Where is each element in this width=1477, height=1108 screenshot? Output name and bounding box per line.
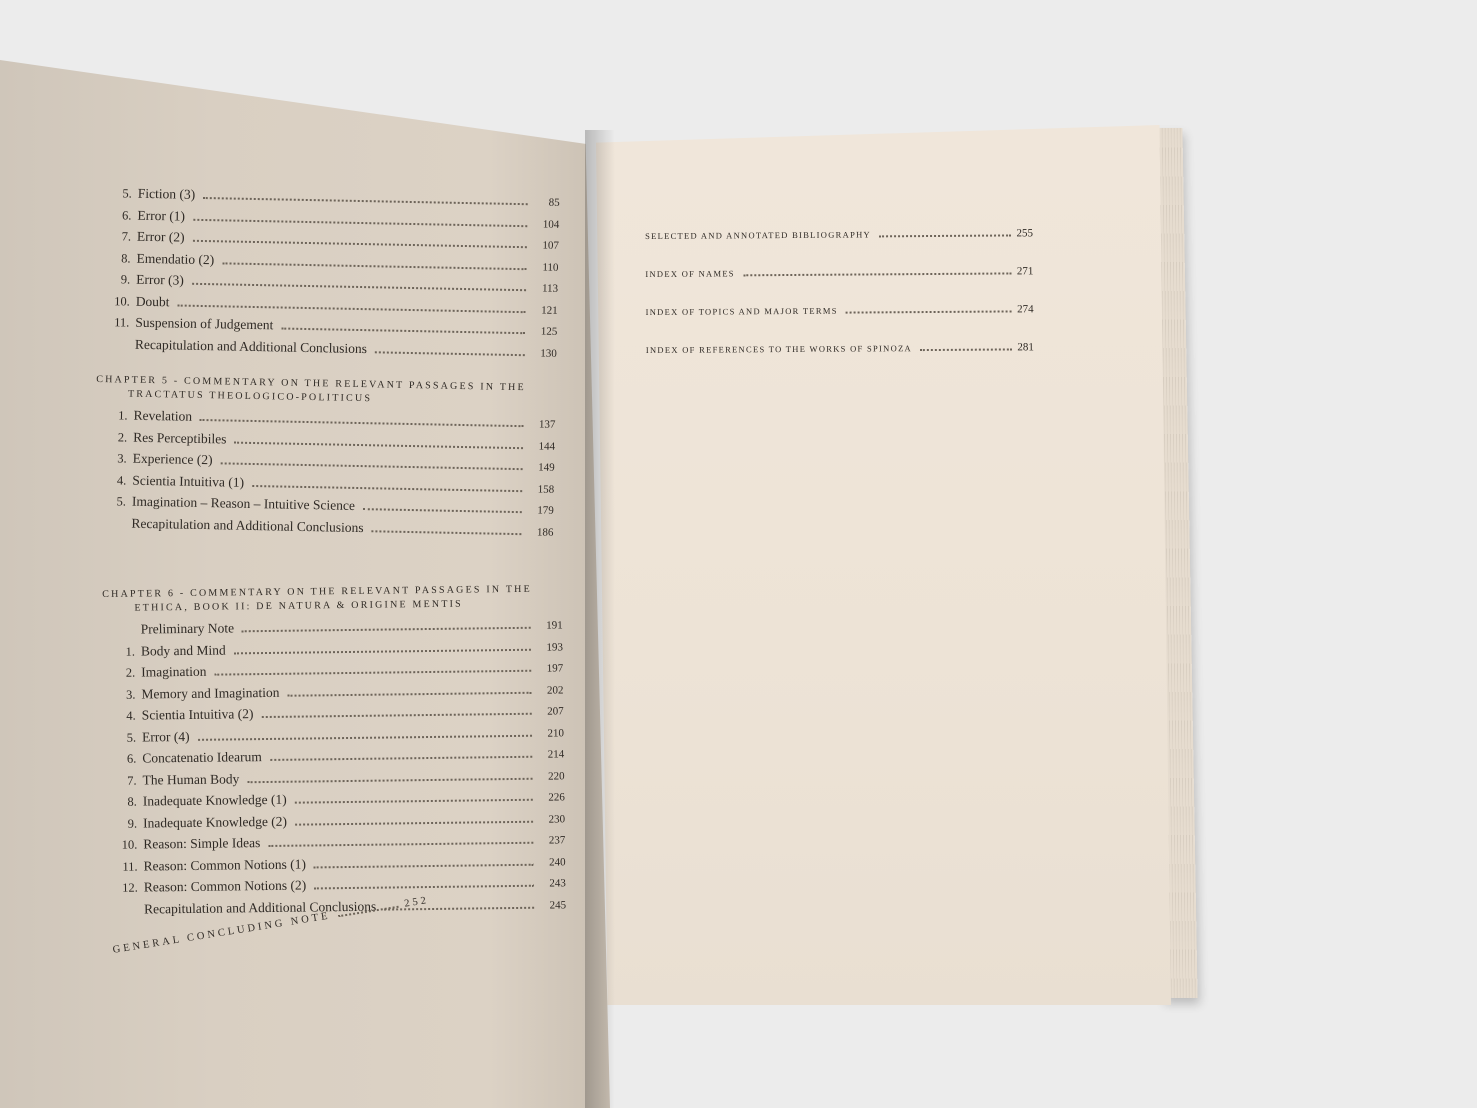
toc-entry-title: Res Perceptibiles bbox=[133, 429, 227, 446]
dot-leader bbox=[261, 713, 531, 718]
toc-entry-page: 240 bbox=[549, 855, 566, 869]
toc-chapter-6-items bbox=[103, 616, 567, 923]
dot-leader bbox=[372, 530, 522, 535]
toc-entry-page: 191 bbox=[546, 619, 563, 632]
toc-entry-number: 11. bbox=[114, 315, 130, 330]
dot-leader bbox=[314, 885, 534, 890]
dot-leader bbox=[363, 508, 522, 513]
toc-entry-title: Error (1) bbox=[137, 207, 186, 224]
toc-entry-page: 214 bbox=[547, 748, 565, 761]
toc-entry-number bbox=[97, 347, 135, 348]
dot-leader bbox=[375, 351, 525, 356]
toc-entry-number: 2. bbox=[125, 665, 136, 680]
toc-entry-page: 158 bbox=[537, 482, 555, 496]
toc-index-title: INDEX OF NAMES bbox=[645, 268, 735, 279]
toc-entry-title: Emendatio (2) bbox=[136, 250, 215, 267]
toc-entry-title: Imagination – Reason – Intuitive Science bbox=[131, 493, 356, 513]
dot-leader bbox=[268, 842, 533, 847]
dot-leader bbox=[846, 310, 1011, 313]
toc-entry-title: Experience (2) bbox=[132, 450, 213, 468]
chapter-6-subtitle: ETHICA, BOOK II: DE NATURA & ORIGINE MENTIS bbox=[134, 598, 463, 614]
toc-entry-title: Error (3) bbox=[136, 271, 184, 288]
toc-entry-page: 144 bbox=[538, 439, 556, 453]
toc-index-page: 274 bbox=[1017, 303, 1034, 316]
dot-leader bbox=[743, 272, 1011, 276]
chapter-5-subtitle: TRACTATUS THEOLOGICO-POLITICUS bbox=[127, 388, 373, 405]
dot-leader bbox=[242, 627, 531, 633]
toc-entry-number: 2. bbox=[117, 429, 128, 445]
toc-index-page: 255 bbox=[1016, 227, 1034, 240]
chapter-6-heading bbox=[102, 582, 562, 616]
dot-leader bbox=[203, 197, 528, 205]
toc-entry-title: Error (2) bbox=[136, 228, 185, 245]
toc-entry-number: 12. bbox=[122, 880, 138, 895]
dot-leader bbox=[220, 462, 522, 470]
chapter-5-title: CHAPTER 5 - COMMENTARY ON THE RELEVANT PASSAGES IN THE bbox=[96, 373, 526, 394]
toc-entry-number: 3. bbox=[126, 687, 136, 702]
toc-entry-number: 8. bbox=[127, 794, 137, 809]
toc-entry-number: 5. bbox=[116, 494, 127, 509]
toc-entry-page: 210 bbox=[547, 726, 565, 740]
dot-leader bbox=[193, 240, 527, 248]
toc-entry-title: Inadequate Knowledge (2) bbox=[142, 813, 288, 831]
toc-index-entry bbox=[646, 341, 1034, 382]
toc-entry-title: Reason: Simple Ideas bbox=[143, 835, 261, 852]
general-note-page: 252 bbox=[403, 894, 430, 910]
toc-entry-title: Error (4) bbox=[141, 728, 190, 745]
dot-leader bbox=[879, 234, 1011, 237]
toc-index-entry bbox=[645, 227, 1033, 268]
toc-left-upper bbox=[93, 185, 560, 545]
toc-entry-page: 137 bbox=[538, 418, 556, 431]
toc-index-title: INDEX OF TOPICS AND MAJOR TERMS bbox=[645, 305, 838, 317]
toc-entry-page: 207 bbox=[547, 705, 564, 718]
dot-leader bbox=[281, 328, 525, 335]
toc-index-title: INDEX OF REFERENCES TO THE WORKS OF SPINOZA bbox=[645, 343, 913, 355]
toc-entry-number: 4. bbox=[116, 472, 127, 488]
toc-entry-page: 179 bbox=[537, 504, 554, 517]
toc-entry-number: 7. bbox=[121, 229, 132, 244]
toc-entry-title: Concatenatio Idearum bbox=[142, 749, 262, 766]
general-note-title: GENERAL CONCLUDING NOTE bbox=[112, 910, 332, 956]
toc-entry-number: 8. bbox=[121, 250, 131, 266]
dot-leader bbox=[193, 218, 527, 226]
toc-index-page: 281 bbox=[1017, 341, 1034, 354]
toc-entry-page: 121 bbox=[541, 303, 558, 317]
toc-entry-title: Revelation bbox=[133, 407, 193, 424]
toc-entry-number: 3. bbox=[117, 451, 127, 466]
toc-entry-title: Scientia Intuitiva (1) bbox=[132, 472, 245, 490]
chapter-6-title: CHAPTER 6 - COMMENTARY ON THE RELEVANT PASSAGES IN THE bbox=[102, 583, 532, 600]
toc-entry-title: The Human Body bbox=[142, 770, 240, 788]
toc-entry-number: 5. bbox=[122, 186, 132, 201]
toc-entry-number: 4. bbox=[126, 708, 136, 723]
toc-index-title: SELECTED AND ANNOTATED BIBLIOGRAPHY bbox=[645, 229, 871, 241]
dot-leader bbox=[177, 304, 525, 313]
toc-entry-page: 107 bbox=[542, 239, 560, 252]
toc-chapter-5-items bbox=[93, 407, 555, 545]
toc-entry-number: 10. bbox=[114, 293, 130, 309]
toc-entry-number bbox=[93, 526, 131, 527]
toc-entry-title: Scientia Intuitiva (2) bbox=[141, 706, 254, 723]
toc-entry-number: 6. bbox=[121, 207, 132, 223]
toc-entry-title: Recapitulation and Additional Conclusions bbox=[131, 515, 364, 535]
toc-entry-page: 125 bbox=[540, 325, 558, 338]
book-gutter bbox=[585, 130, 615, 1108]
toc-entry-number: 11. bbox=[122, 859, 138, 874]
toc-index-entry bbox=[646, 303, 1034, 344]
toc-entry-page: 243 bbox=[549, 877, 566, 890]
toc-entry-title: Doubt bbox=[135, 293, 170, 309]
toc-index-page: 271 bbox=[1016, 265, 1034, 278]
toc-entry-number: 5. bbox=[126, 730, 137, 745]
toc-entry-number: 9. bbox=[127, 816, 138, 831]
toc-entry-page: 149 bbox=[538, 461, 555, 474]
toc-entry-page: 130 bbox=[540, 346, 557, 360]
toc-entry-number: 9. bbox=[120, 272, 131, 287]
toc-entry-page: 237 bbox=[548, 834, 566, 847]
toc-entry-page: 197 bbox=[546, 662, 564, 675]
toc-entry-title: Reason: Common Notions (1) bbox=[143, 856, 307, 874]
toc-entry-page: 85 bbox=[548, 196, 560, 209]
dot-leader bbox=[200, 419, 523, 427]
dot-leader bbox=[234, 648, 531, 654]
toc-entry-page: 186 bbox=[536, 525, 554, 539]
toc-entry-title: Memory and Imagination bbox=[141, 684, 280, 702]
toc-entry-title: Body and Mind bbox=[140, 641, 226, 659]
toc-left-lower bbox=[102, 566, 566, 923]
dot-leader bbox=[314, 863, 534, 868]
toc-entry-title: Fiction (3) bbox=[137, 185, 196, 202]
toc-entry-title: Preliminary Note bbox=[140, 620, 235, 637]
toc-index-entry bbox=[645, 265, 1033, 306]
chapter-5-heading bbox=[96, 373, 556, 410]
toc-entry-number: 1. bbox=[118, 408, 128, 423]
dot-leader bbox=[295, 820, 533, 825]
toc-entry-number: 10. bbox=[121, 837, 138, 852]
toc-entry-page: 104 bbox=[542, 218, 560, 231]
toc-entry-title: Recapitulation and Additional Conclusions bbox=[144, 898, 377, 917]
toc-entry-page: 202 bbox=[546, 683, 564, 697]
toc-entry-number: 7. bbox=[127, 773, 137, 788]
dot-leader bbox=[270, 756, 532, 761]
toc-entry-page: 226 bbox=[548, 791, 565, 804]
toc-entry-page: 113 bbox=[541, 282, 559, 295]
dot-leader bbox=[198, 734, 532, 740]
dot-leader bbox=[287, 691, 531, 696]
dot-leader bbox=[920, 348, 1011, 351]
toc-entry-page: 110 bbox=[542, 261, 559, 274]
toc-entry-title: Recapitulation and Additional Conclusions bbox=[134, 336, 368, 356]
dot-leader bbox=[234, 441, 523, 449]
toc-entry-title: Inadequate Knowledge (1) bbox=[142, 791, 287, 809]
toc-right bbox=[645, 227, 1034, 382]
toc-entry-page: 245 bbox=[549, 898, 567, 912]
toc-entry-number: 6. bbox=[126, 751, 137, 766]
dot-leader bbox=[252, 484, 522, 491]
toc-section-top bbox=[97, 185, 560, 366]
dot-leader bbox=[295, 799, 533, 804]
dot-leader bbox=[214, 670, 531, 676]
toc-entry-page: 230 bbox=[548, 812, 566, 826]
dot-leader bbox=[222, 262, 526, 270]
dot-leader bbox=[247, 777, 532, 782]
toc-entry-page: 193 bbox=[546, 640, 564, 654]
toc-entry-title: Reason: Common Notions (2) bbox=[143, 877, 307, 895]
toc-entry-title: Imagination bbox=[141, 663, 207, 680]
toc-entry-page: 220 bbox=[547, 769, 565, 783]
toc-entry-number: 1. bbox=[125, 644, 136, 659]
toc-entry-title: Suspension of Judgement bbox=[135, 314, 274, 333]
dot-leader bbox=[192, 283, 526, 291]
